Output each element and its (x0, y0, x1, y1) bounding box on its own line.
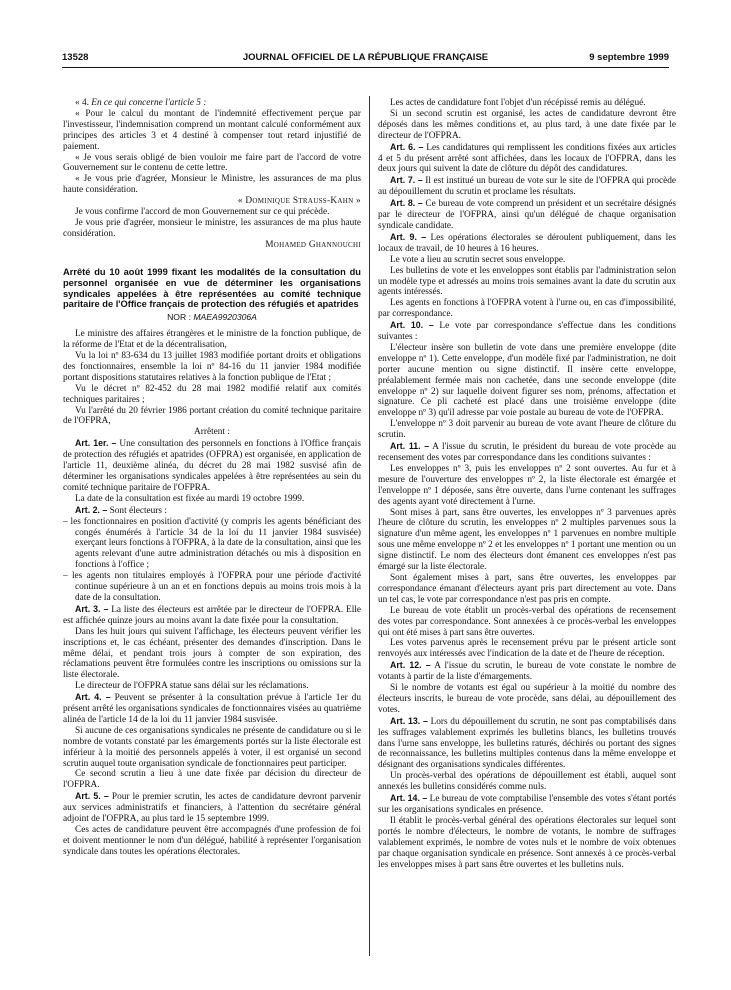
arretent-heading: Arrêtent : (194, 427, 230, 438)
paragraph: Si aucune de ces organisations syndicales ne présente de candidature ou si le nombre de votants constaté par les émargements portés sur la liste électorale est inférieur à la moitié des personnels appelés à voter, il est organisé un second scrutin auquel toute organisation syndicale de fonctionnaires peut participer. (63, 725, 361, 769)
column-separator (369, 96, 370, 956)
paragraph: Le bureau de vote établit un procès-verbal des opérations de recensement des votes par correspondance. Sont annexées à ce procès-verbal les enveloppes qui ont été mises à part sans être ouvertes. (378, 605, 676, 638)
article-8: Art. 8. – Ce bureau de vote comprend un président et un secrétaire désignés par le directeur de l'OFPRA, ainsi qu'un délégué de chaque organisation syndicale candidate. (378, 198, 676, 231)
paragraph: Vu la loi nº 83-634 du 13 juillet 1983 modifiée portant droits et obligations des fonctionnaires, ensemble la loi nº 84-16 du 11 janvier 1984 modifiée portant dispositions statutaires relatives à la fonction publique de l'Etat ; (63, 351, 361, 383)
list-item: – les fonctionnaires en position d'activité (y compris les agents bénéficiant des congés énumérés à l'article 34 de la loi du 11 janvier 1984 susvisée) exerçant leurs fonctions à l'OFPRA, à la date de la consultation, ainsi que les agents relevant d'une autre administration détachés ou mis à disposition en fonctions à l'office ; (63, 516, 361, 571)
paragraph: Je vous prie d'agréer, monsieur le ministre, les assurances de ma plus haute considération. (63, 217, 361, 239)
paragraph: Si le nombre de votants est égal ou supérieur à la moitié du nombre des électeurs inscrits, le bureau de vote procède, sans délai, au dépouillement des votes. (378, 683, 676, 715)
paragraph: Un procès-verbal des opérations de dépouillement est établi, auquel sont annexés les bulletins considérés comme nuls. (378, 771, 676, 793)
signature-ghannouchi: Mohamed Ghannouchi (265, 239, 361, 250)
paragraph: Sont également mises à part, sans être ouvertes, les enveloppes par correspondance émanant d'électeurs ayant pris part directement au vote. Dans un tel cas, le vote par correspondance n'est pas pris en compte. (378, 572, 676, 605)
article-3: Art. 3. – La liste des électeurs est arrêtée par le directeur de l'OFPRA. Elle est affichée quinze jours au moins avant la date fixée pour la consultation. (63, 603, 361, 626)
article-7: Art. 7. – Il est institué un bureau de vote sur le site de l'OFPRA qui procède au dépouillement du scrutin et proclame les résultats. (378, 175, 676, 198)
arrete-title: Arrêté du 10 août 1999 fixant les modalités de la consultation du personnel organisée en vue de déterminer les organisations syndicales appelées à être représentées au comité technique paritaire de l'Office français de protection des réfugiés et apatrides (63, 266, 361, 310)
paragraph: « Je vous serais obligé de bien vouloir me faire part de l'accord de votre Gouvernement sur le contenu de cette lettre. (63, 152, 361, 174)
paragraph: Le directeur de l'OFPRA statue sans délai sur les réclamations. (75, 681, 309, 692)
page-number: 13528 (62, 52, 89, 63)
article-1: Art. 1er. – Une consultation des personnels en fonctions à l'Office français de protection des réfugiés et apatrides (OFPRA) est organisée, en application de l'article 11, deuxième alinéa, du décret du 28 mai 1982 susvisé afin de déterminer les organisations syndicales appelées à être représentées au sein du comité technique paritaire de l'OFPRA. (63, 438, 361, 493)
article-5: Art. 5. – Pour le premier scrutin, les actes de candidature devront parvenir aux services administratifs et financiers, à l'attention du secrétaire général adjoint de l'OFPRA, au plus tard le 15 septembre 1999. (63, 791, 361, 825)
signature-strauss-kahn: « Dominique Strauss-Kahn » (237, 196, 361, 207)
paragraph: Ce second scrutin a lieu à une date fixée par décision du directeur de l'OFPRA. (63, 769, 361, 791)
paragraph: Les actes de candidature font l'objet d'un récépissé remis au délégué. (390, 98, 646, 108)
paragraph: Le vote a lieu au scrutin secret sous enveloppe. (390, 254, 566, 265)
paragraph: Le ministre des affaires étrangères et le ministre de la fonction publique, de la réforme de l'Etat et de la décentralisation, (63, 329, 361, 351)
article-14: Art. 14. – Le bureau de vote comptabilise l'ensemble des votes s'étant portés sur les organisations syndicales en présence. (378, 793, 676, 815)
article-12: Art. 12. – A l'issue du scrutin, le bureau de vote constate le nombre de votants à partir de la liste d'émargements. (378, 660, 676, 683)
paragraph: La date de la consultation est fixée au mardi 19 octobre 1999. (75, 493, 305, 504)
paragraph: Dans les huit jours qui suivent l'affichage, les électeurs peuvent vérifier les inscriptions et, le cas échéant, présenter des demandes d'inscription. Dans le même délai, et pendant trois jours à compter de son expiration, des réclamations peuvent être formulées contre les inscriptions ou omissions sur la liste électorale. (63, 626, 361, 681)
nor-reference: NOR : MAEA9920306A (167, 312, 257, 323)
paragraph: Vu le décret nº 82-452 du 28 mai 1982 modifié relatif aux comités techniques paritaires ; (63, 383, 361, 405)
header-rule (62, 67, 669, 68)
article-13: Art. 13. – Lors du dépouillement du scrutin, ne sont pas comptabilisés dans les suffrages valablement exprimés les bulletins blancs, les bulletins trouvés dans l'urne sans enveloppe, les bulletins raturés, déchirés ou portant des signes de reconnaissance, les bulletins multiples contenus dans la même enveloppe et désignant des organisations syndicales différentes. (378, 715, 676, 771)
list-item: – les agents non titulaires employés à l'OFPRA pour une période d'activité continue supérieure à un an et en fonctions depuis au moins trois mois à la date de la consultation. (63, 571, 361, 603)
page-header (62, 52, 669, 66)
article-9: Art. 9. – Les opérations électorales se déroulent publiquement, dans les locaux de travail, de 10 heures à 16 heures. (378, 231, 676, 254)
issue-date: 9 septembre 1999 (589, 52, 669, 63)
paragraph: Vu l'arrêté du 20 février 1986 portant création du comité technique paritaire de l'OFPRA, (63, 405, 361, 427)
paragraph: « Pour le calcul du montant de l'indemnité effectivement perçue par l'investisseur, l'indemnisation comprend un montant calculé conformément aux principes des articles 3 et 4 destiné à compenser tout retard injustifié de paiement. (63, 108, 361, 152)
article-6: Art. 6. – Les candidatures qui remplissent les conditions fixées aux articles 4 et 5 du présent arrêté sont affichées, dans les locaux de l'OFPRA, dans les deux jours qui suivent la date de clôture du dépôt des candidatures. (378, 141, 676, 175)
paragraph: Ces actes de candidature peuvent être accompagnés d'une profession de foi et doivent mentionner le nom d'un délégué, habilité à représenter l'organisation syndicale dans toutes les opérations électorales. (63, 825, 361, 857)
article-10: Art. 10. – Le vote par correspondance s'effectue dans les conditions suivantes : (378, 320, 676, 343)
paragraph: Je vous confirme l'accord de mon Gouvernement sur ce qui précède. (75, 207, 330, 218)
paragraph: L'enveloppe nº 3 doit parvenir au bureau de vote avant l'heure de clôture du scrutin. (378, 419, 676, 441)
left-column (63, 98, 361, 958)
paragraph: Les votes parvenus après le recensement prévu par le présent article sont renvoyés aux intéressés avec l'indication de la date et de l'heure de réception. (378, 638, 676, 660)
article-11: Art. 11. – A l'issue du scrutin, le président du bureau de vote procède au recensement des votes par correspondance dans les conditions suivantes : (378, 441, 676, 463)
article-4: Art. 4. – Peuvent se présenter à la consultation prévue à l'article 1er du présent arrêté les organisations syndicales de fonctionnaires visées au quatrième alinéa de l'article 14 de la loi du 11 janvier 1984 susvisée. (63, 692, 361, 725)
paragraph: « Je vous prie d'agréer, Monsieur le Ministre, les assurances de ma plus haute considération. (63, 174, 361, 196)
paragraph: Il établit le procès-verbal général des opérations électorales sur lequel sont portés le nombre d'électeurs, le nombre de votants, le nombre de suffrages valablement exprimés, le nombre de votes nuls et le nombre de voix obtenues par chaque organisation syndicale en présence. Sont annexés à ce procès-verbal les enveloppes mises à part sans être ouvertes et les bulletins nuls. (378, 815, 676, 870)
paragraph: Les enveloppes nº 3, puis les enveloppes nº 2 sont ouvertes. Au fur et à mesure de l'ouverture des enveloppes nº 2, la liste électorale est émargée et l'enveloppe nº 1 déposée, sans être ouverte, dans l'urne contenant les suffrages des agents ayant voté directement à l'urne. (378, 463, 676, 507)
paragraph: Les bulletins de vote et les enveloppes sont établis par l'administration selon un modèle type et adressés au moins trois semaines avant la date du scrutin aux agents intéressés. (378, 265, 676, 298)
paragraph: L'électeur insère son bulletin de vote dans une première enveloppe (dite enveloppe nº 1). Cette enveloppe, d'un modèle fixé par l'administration, ne doit porter aucune mention ou signe distinctif. Il insère cette enveloppe, préalablement fermée mais non cachetée, dans une seconde enveloppe (dite enveloppe nº 2) sur laquelle doivent figurer ses nom, prénoms, affectation et signature. Ce pli cacheté est placé dans une troisième enveloppe (dite enveloppe nº 3) qu'il adresse par voie postale au bureau de vote de l'OFPRA. (378, 342, 676, 419)
article-2: Art. 2. – Sont électeurs : (75, 504, 167, 516)
paragraph: Les agents en fonctions à l'OFPRA votent à l'urne ou, en cas d'impossibilité, par correspondance. (378, 298, 676, 320)
quote-heading: « 4. En ce qui concerne l'article 5 : (75, 98, 207, 108)
journal-title: JOURNAL OFFICIEL DE LA RÉPUBLIQUE FRANÇAISE (242, 52, 489, 63)
paragraph: Si un second scrutin est organisé, les actes de candidature devront être déposés dans les mêmes conditions et, au plus tard, à une date fixée par le directeur de l'OFPRA. (378, 108, 676, 141)
right-column (378, 98, 676, 958)
paragraph: Sont mises à part, sans être ouvertes, les enveloppes nº 3 parvenues après l'heure de clôture du scrutin, les enveloppes nº 2 multiples parvenues sous la signature d'un même agent, les enveloppes nº 1 parvenues en nombre multiple sous une même enveloppe nº 2 et les enveloppes nº 1 portant une mention ou un signe distinctif. Le nom des électeurs dont émanent ces enveloppes n'est pas émargé sur la liste électorale. (378, 507, 676, 573)
